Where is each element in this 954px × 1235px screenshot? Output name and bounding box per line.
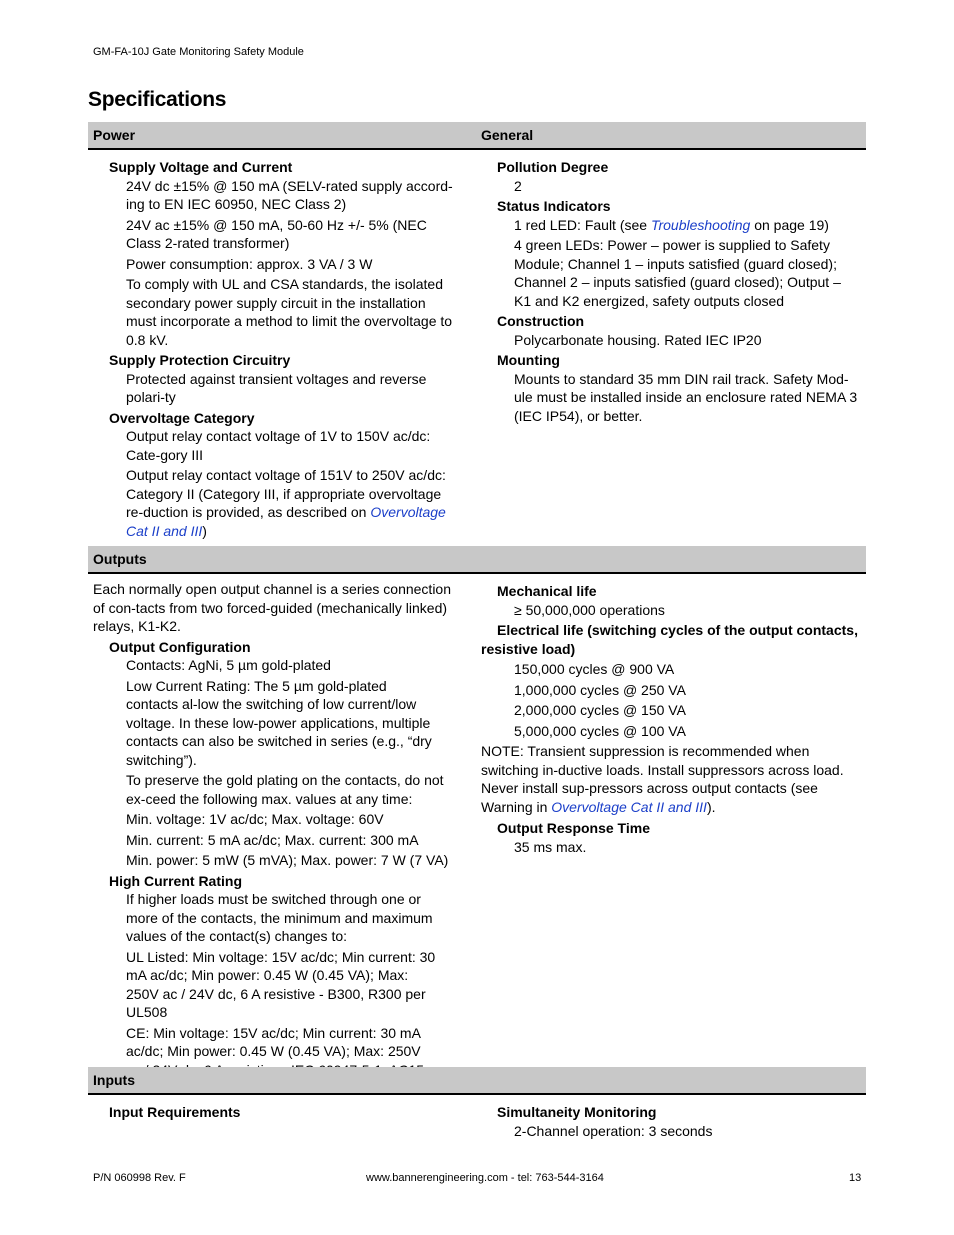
- power-column: [93, 156, 453, 542]
- electrical-life-item: 2,000,000 cycles @ 150 VA: [514, 702, 686, 718]
- min-max-voltage: Min. voltage: 1V ac/dc; Max. voltage: 60V: [126, 811, 384, 827]
- overvoltage-cat-iii: Output relay contact voltage of 1V to 150V ac/dc: Cate-gory III: [126, 428, 431, 463]
- electrical-life-item: 5,000,000 cycles @ 100 VA: [514, 722, 686, 739]
- construction-heading: Construction: [497, 313, 585, 329]
- outputs-intro: Each normally open output channel is a series connection of con-tacts from two forced-guided (mechanically linked) relays, K1-K2.: [93, 581, 451, 634]
- status-green-leds: 4 green LEDs: Power – power is supplied to Safety Module; Channel 1 – inputs satisfied (guard closed); Channel 2 – inputs satisfied (guard closed); Output – K1 and K2 energized, safety outputs closed: [514, 237, 841, 309]
- overvoltage-cat-link[interactable]: Overvoltage Cat II and III: [126, 504, 446, 539]
- output-config-heading: Output Configuration: [109, 638, 251, 655]
- electrical-life-item: 1,000,000 cycles @ 250 VA: [514, 681, 686, 698]
- supply-voltage-heading: Supply Voltage and Current: [109, 159, 293, 175]
- transient-suppression-note: [481, 742, 861, 816]
- electrical-life-heading: Electrical life (switching cycles of the output contacts, resistive load): [481, 622, 858, 657]
- ce-rating: CE: Min voltage: 15V ac/dc; Min current: 30 mA ac/dc; Min power: 0.45 W (0.45 VA); Max: 250V: [126, 1024, 421, 1059]
- mechanical-life-heading: Mechanical life: [497, 583, 597, 599]
- pollution-value: 2: [514, 177, 522, 194]
- note-text: NOTE: Transient suppression is recommended when switching in-ductive loads. Install suppressors across load. Never install sup-pressors across output contacts (see Warning in: [481, 743, 844, 815]
- status-red-led-text: 1 red LED: Fault (see: [514, 216, 651, 233]
- section-heading-power: Power: [93, 127, 136, 143]
- section-bar-outputs: [88, 546, 866, 574]
- status-red-led: [514, 216, 861, 235]
- overvoltage-cat-ii: [126, 466, 453, 540]
- section-heading-inputs: Inputs: [93, 1072, 135, 1088]
- section-heading-outputs: Outputs: [93, 551, 147, 567]
- overvoltage-cat-ii-text: Output relay contact voltage of 151V to 250V ac/dc: Category II (Category III, if appropriate overvoltage re-duction is provided, as described on: [126, 467, 446, 520]
- footer-page-number: 13: [849, 1172, 862, 1184]
- status-red-led-page: on page 19): [750, 216, 829, 233]
- protection-text: Protected against transient voltages and reverse polari-ty: [126, 370, 427, 405]
- high-current-heading: High Current Rating: [109, 872, 242, 889]
- low-current-rating: Low Current Rating: The 5 µm gold-plated contacts al-low the switching of low current/low voltage. In these low-power applications, multiple contacts can also be switched in series (e.g., “dry switching”).: [126, 677, 432, 768]
- mechanical-life-value: ≥ 50,000,000 operations: [514, 601, 665, 618]
- construction-value: Polycarbonate housing. Rated IEC IP20: [514, 331, 762, 348]
- supply-voltage-ac: 24V ac ±15% @ 150 mA, 50-60 Hz +/- 5% (NEC Class 2-rated transformer): [126, 216, 427, 251]
- high-current-intro: If higher loads must be switched through one or more of the contacts, the minimum and maximum values of the contact(s) changes to:: [126, 891, 433, 944]
- gold-plating-note: To preserve the gold plating on the contacts, do not ex-ceed the following max. values at any time:: [126, 772, 444, 807]
- electrical-life-item: 150,000 cycles @ 900 VA: [514, 661, 675, 677]
- note-close: ).: [706, 798, 716, 815]
- troubleshooting-link[interactable]: Troubleshooting: [650, 216, 751, 233]
- outputs-right-column: [481, 580, 861, 858]
- inputs-right-column: [481, 1101, 861, 1142]
- footer-website: www.bannerengineering.com - tel: 763-544-3164: [366, 1172, 604, 1184]
- mounting-heading: Mounting: [497, 352, 560, 368]
- response-time-value: 35 ms max.: [514, 838, 587, 855]
- simultaneity-value: 2-Channel operation: 3 seconds: [514, 1122, 713, 1139]
- overvoltage-cat-ii-close: ): [202, 522, 207, 539]
- inputs-left-column: [93, 1101, 453, 1122]
- overvoltage-warning-link[interactable]: Overvoltage Cat II and III: [551, 798, 707, 815]
- output-contacts: Contacts: AgNi, 5 µm gold-plated: [126, 657, 331, 673]
- power-consumption: Power consumption: approx. 3 VA / 3 W: [126, 255, 373, 272]
- min-max-current: Min. current: 5 mA ac/dc; Max. current: 300 mA: [126, 831, 419, 848]
- section-heading-general: General: [481, 127, 534, 143]
- outputs-left-column: [93, 580, 465, 1100]
- supply-voltage-dc: 24V dc ±15% @ 150 mA (SELV-rated supply accord-ing to EN IEC 60950, NEC Class 2): [126, 177, 453, 212]
- min-max-power: Min. power: 5 mW (5 mVA); Max. power: 7 W (7 VA): [126, 852, 449, 868]
- general-column: [481, 156, 861, 427]
- section-bar-inputs: [88, 1067, 866, 1095]
- mounting-value: Mounts to standard 35 mm DIN rail track. Safety Mod-ule must be installed inside an enclosure rated NEMA 3 (IEC IP54), or better.: [514, 370, 858, 424]
- overvoltage-heading: Overvoltage Category: [109, 409, 255, 426]
- section-bar-power-general: [88, 122, 866, 150]
- ul-listed-rating: UL Listed: Min voltage: 15V ac/dc; Min current: 30 mA ac/dc; Min power: 0.45 W (0.45 VA); Max: 250V ac / 24V dc, 6 A resistive - B300, R300 per UL508: [126, 948, 436, 1020]
- simultaneity-heading: Simultaneity Monitoring: [497, 1104, 657, 1120]
- response-time-heading: Output Response Time: [497, 820, 650, 836]
- input-requirements-heading: Input Requirements: [109, 1104, 241, 1120]
- ul-csa-compliance: To comply with UL and CSA standards, the isolated secondary power supply circuit in the installation must incorporate a method to limit the overvoltage to 0.8 kV.: [126, 276, 453, 348]
- protection-heading: Supply Protection Circuitry: [109, 352, 291, 368]
- pollution-heading: Pollution Degree: [497, 159, 609, 175]
- page-title: Specifications: [88, 88, 227, 111]
- footer-part-number: P/N 060998 Rev. F: [93, 1172, 186, 1184]
- status-indicators-heading: Status Indicators: [497, 198, 611, 214]
- running-header: GM-FA-10J Gate Monitoring Safety Module: [93, 46, 304, 58]
